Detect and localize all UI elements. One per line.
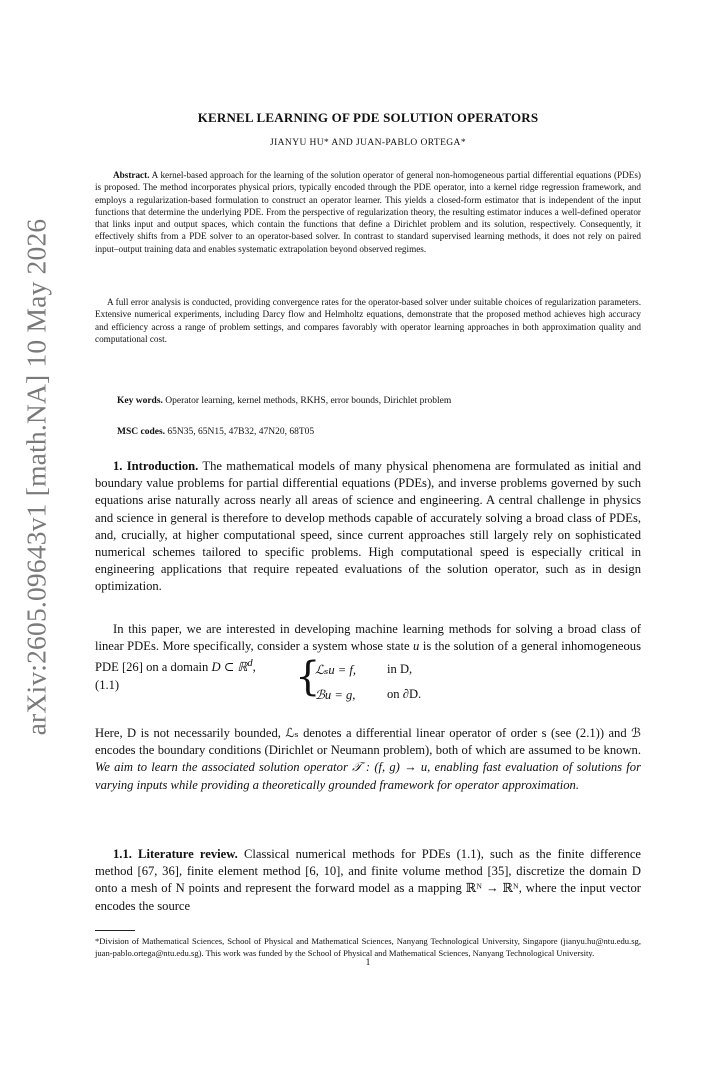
abstract-text-2: A full error analysis is conducted, providing convergence rates for the operator-based solver under suitable choices of regularization parameters. Extensive numerical experiments, including Darcy flow and Helmholtz equations, demonstrate that the proposed method achieves high accuracy and efficiency across a range of problem settings, and compares favorably with operator learning approaches in both approximation quality and computational cost. (95, 297, 641, 344)
intro-text-2a: In this paper, we are interested in developing machine learning methods for solving a broad class of linear PDEs. More specifically, consider a system whose state (95, 622, 641, 654)
equation-line-1: ℒₛu = f, (315, 663, 357, 677)
equation-brace: { (295, 654, 321, 700)
keywords-text: Operator learning, kernel methods, RKHS, error bounds, Dirichlet problem (165, 396, 452, 406)
page-number: 1 (365, 958, 371, 968)
msc-codes (117, 427, 314, 437)
literature-review-heading: 1.1. Literature review. (113, 847, 238, 861)
intro-heading: 1. Introduction. (113, 459, 199, 473)
arxiv-stamp-text: arXiv:2605.09643v1 [math.NA] 10 May 2026 (20, 218, 51, 736)
paper-title: KERNEL LEARNING OF PDE SOLUTION OPERATORS (197, 110, 539, 125)
intro-text-3b: We aim to learn the associated solution operator 𝒯 : (f, g) → u, enabling fast evaluation of solutions for varying inputs while providing a theoretically grounded framework for operator approximation. (95, 760, 641, 792)
equation-condition-2: on ∂D. (387, 687, 422, 701)
msc-label: MSC codes. (117, 427, 166, 437)
paper-authors: JIANYU HU* AND JUAN-PABLO ORTEGA* (270, 138, 466, 148)
intro-text-2c: , (252, 660, 256, 675)
intro-paragraph-1 (95, 458, 641, 596)
intro-text-2b: is the solution of a general inhomogeneous PDE [26] on a domain (95, 639, 642, 675)
abstract-paragraph-2 (95, 296, 641, 345)
equation-line-2: ℬu = g, (315, 688, 356, 702)
domain-dimension: d (247, 658, 253, 670)
abstract-paragraph-1 (95, 169, 641, 255)
intro-text-3a: Here, D is not necessarily bounded, ℒₛ denotes a differential linear operator of order s (see (2.1)) and ℬ encodes the boundary conditions (Dirichlet or Neumann problem), both of which are assumed to be known. (95, 726, 641, 758)
abstract-text-1: A kernel-based approach for the learning of the solution operator of general non-homogeneous partial differential equations (PDEs) is proposed. The method incorporates physical priors, typically encoded through the PDE operator, into a kernel ridge regression framework, and employs a regularization-based formulation to construct an operator learner. This yields a closed-form estimator that is independent of the input functions that determine the underlying PDE. From the perspective of regularization theory, the resulting estimator induces a well-defined operator that links input and output spaces, which contain the functions that define a Dirichlet problem and its solution, respectively. Consequently, it effectively shifts from a PDE solver to an operator-based solver. In contrast to standard supervised learning methods, it does not rely on paired input–output training data and enables systematic extrapolation beyond observed regimes. (95, 170, 641, 254)
intro-text-1: The mathematical models of many physical phenomena are formulated as initial and boundary value problems for partial differential equations (PDEs), and inverse problems governed by such equations arise naturally across nearly all areas of science and engineering. A central challenge in physics and science in general is therefore to develop methods capable of accurately solving a broad class of PDEs, and, crucially, at higher computational speed, since current approaches still largely rely on sophisticated numerical schemes tailored to specific problems. High computational speed is especially critical in engineering applications that require repeated evaluations of the solution operator, such as in design optimization. (95, 459, 642, 594)
domain-symbol: D ⊂ ℝ (211, 660, 248, 675)
arxiv-stamp (14, 218, 58, 736)
literature-review-text: Classical numerical methods for PDEs (1.1), such as the finite difference method [67, 36], finite element method [6, 10], and finite volume method [35], discretize the domain D onto a mesh of N points and represent the forward model as a mapping ℝᴺ → ℝᴺ, where the input vector encodes the source (95, 847, 641, 913)
keywords-label: Key words. (117, 396, 163, 406)
footnote-rule (95, 930, 135, 931)
intro-paragraph-3 (95, 725, 641, 794)
literature-review-paragraph (95, 846, 641, 915)
equation-number: (1.1) (95, 678, 120, 692)
abstract-heading: Abstract. (113, 170, 150, 180)
equation-condition-1: in D, (387, 662, 413, 676)
state-variable: u (413, 639, 420, 654)
footnote: *Division of Mathematical Sciences, School of Physical and Mathematical Sciences, Nanyang Technological University, Singapore (jianyu.hu@ntu.edu.sg, juan-pablo.ortega@ntu.edu.sg). This work was funded by the School of Physical and Mathematical Sciences, Nanyang Technological University. (95, 936, 641, 958)
keywords (117, 396, 451, 406)
msc-text: 65N35, 65N15, 47B32, 47N20, 68T05 (167, 427, 315, 437)
intro-paragraph-2 (95, 621, 641, 677)
